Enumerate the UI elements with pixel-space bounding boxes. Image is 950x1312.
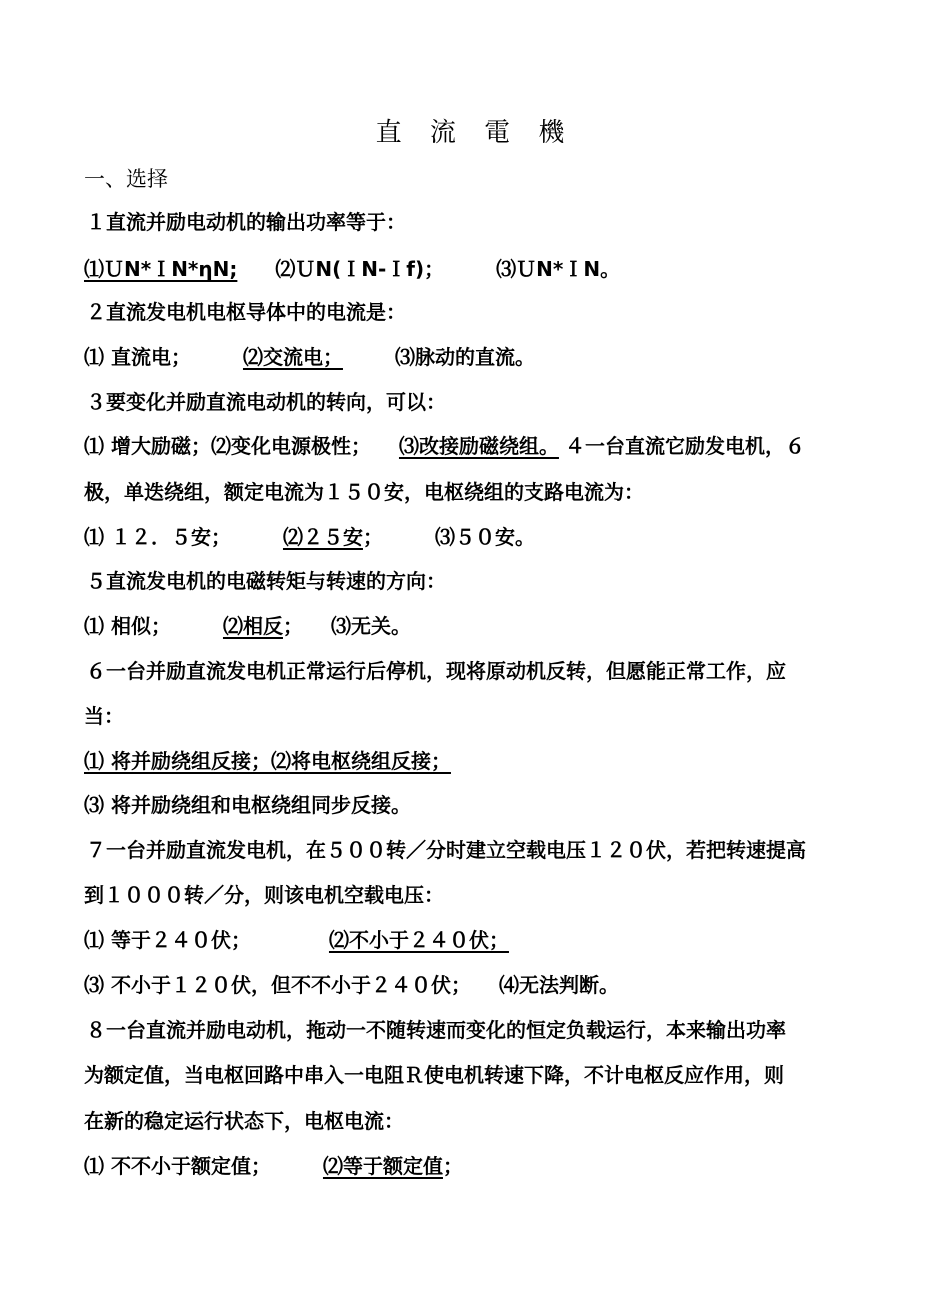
q8-option-1: ⑴ 不不小于额定值； [84,1154,271,1178]
question-6-continued: 当： [84,704,124,728]
q6-option-3: ⑶ 将并励绕组和电枢绕组同步反接。 [84,793,411,817]
q5-option-1: ⑴ 相似； [84,614,171,638]
question-5: ５直流发电机的电磁转矩与转速的方向： [86,569,446,593]
q8-option-2: ⑵等于额定值 [322,1154,443,1178]
q4-option-2-punct: ； [362,525,383,549]
question-7-options [84,925,859,955]
q8-option-2-punct: ； [442,1154,463,1178]
q1-option-1: ⑴ＵN*ＩN*ηN; [84,257,238,281]
question-1: １直流并励电动机的输出功率等于： [86,210,406,234]
question-8-options [84,1151,859,1181]
section-heading: 一、选择 [84,167,168,191]
question-7: ７一台并励直流发电机，在５００转／分时建立空载电压１２０伏，若把转速提高 [86,838,806,862]
question-6: ６一台并励直流发电机正常运行后停机，现将原动机反转，但愿能正常工作，应 [86,659,786,683]
q4-option-3: ⑶５０安。 [434,525,535,549]
question-8: ８一台直流并励电动机，拖动一不随转速而变化的恒定负载运行，本来输出功率 [86,1018,786,1042]
q4-option-1: ⑴ １２．５安； [84,525,231,549]
page-title: 直 流 電 機 [375,118,575,148]
q7-option-3: ⑶ 不小于１２０伏，但不不小于２４０伏； [84,973,471,997]
q4-option-2: ⑵２５安 [282,525,363,549]
question-7-continued: 到１０００转／分，则该电机空载电压： [84,883,444,907]
q6-option-1-2: ⑴ 将并励绕组反接；⑵将电枢绕组反接； [84,749,451,773]
question-4-start: ４一台直流它励发电机，６ [564,434,805,458]
question-4-options [84,522,859,552]
q7-option-1: ⑴ 等于２４０伏； [84,928,251,952]
question-5-options [84,611,859,641]
question-8-continued-1: 为额定值，当电枢回路中串入一电阻Ｒ使电机转速下降，不计电枢反应作用，则 [84,1063,784,1087]
question-4-continued: 极，单迭绕组，额定电流为１５０安，电枢绕组的支路电流为： [84,480,644,504]
question-3-options [84,431,859,461]
question-7-options-2 [84,970,859,1000]
q2-option-3: ⑶脉动的直流。 [394,345,535,369]
q2-option-2: ⑵交流电； [242,345,343,369]
q5-option-3: ⑶无关。 [330,614,411,638]
question-1-options [84,254,859,284]
question-3: ３要变化并励直流电动机的转向，可以： [86,390,446,414]
question-2: ２直流发电机电枢导体中的电流是： [86,300,406,324]
question-8-continued-2: 在新的稳定运行状态下，电枢电流： [84,1109,404,1133]
q3-option-1: ⑴ 增大励磁；⑵变化电源极性； [84,434,371,458]
q7-option-2: ⑵不小于２４０伏； [328,928,509,952]
q2-option-1: ⑴ 直流电； [84,345,191,369]
q5-option-2: ⑵相反 [222,614,283,638]
q3-option-3: ⑶改接励磁绕组。 [398,434,559,458]
q5-option-2-punct: ； [282,614,303,638]
q1-option-3: ⑶ＵN*ＩN。 [496,257,621,281]
question-2-options [84,342,859,372]
q1-option-2: ⑵ＵN(ＩN-Ｉf)； [275,257,445,281]
q7-option-4: ⑷无法判断。 [498,973,619,997]
question-6-options [84,746,859,776]
